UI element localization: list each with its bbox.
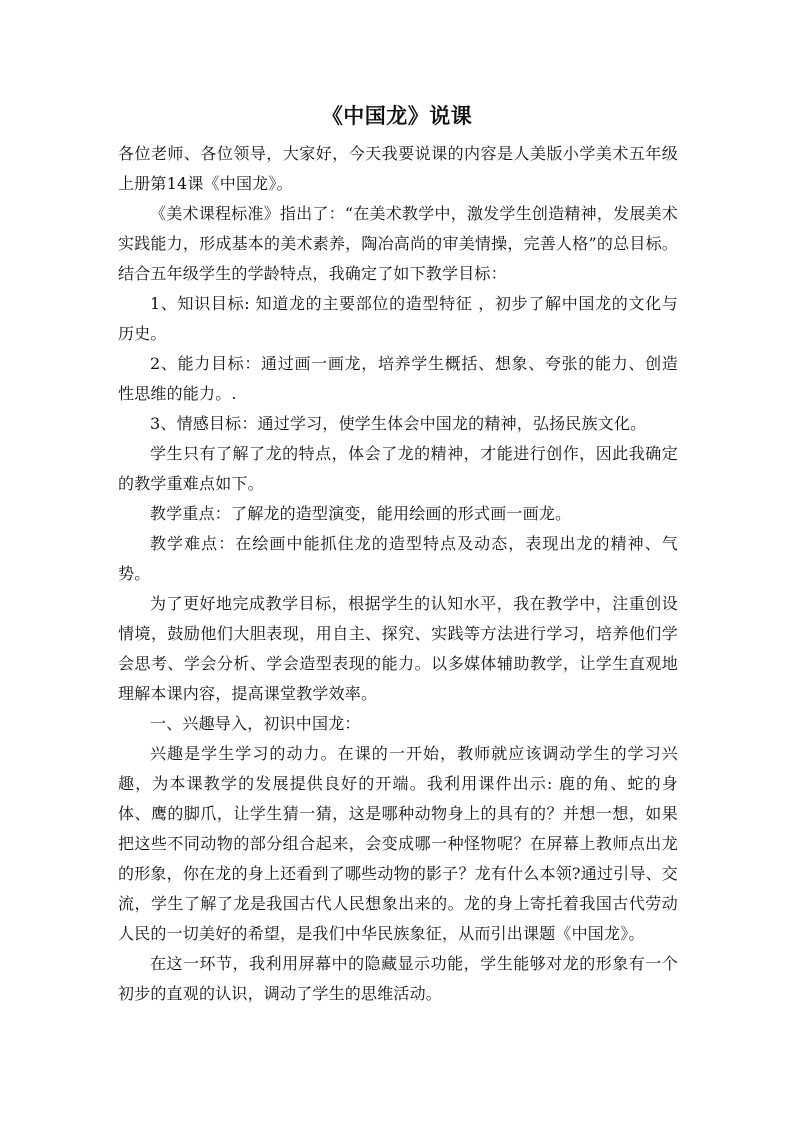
document-title: 《中国龙》说课 — [321, 103, 473, 128]
document-body — [118, 139, 678, 1009]
section-heading-interest-intro: 一、兴趣导入，初识中国龙： — [150, 714, 361, 733]
paragraph-emotion-goal: 3、情感目标：通过学习，使学生体会中国龙的精神，弘扬民族文化。 — [150, 414, 647, 433]
paragraph-curriculum-standard: 《美术课程标准》指出了：“在美术教学中，激发学生创造精神，发展美术实践能力，形成基本的美术素养，陶冶高尚的审美情操，完善人格”的总目标。结合五年级学生的学龄特点，我确定了如下教学目标： — [118, 204, 678, 283]
paragraph-teaching-difficulty: 教学难点：在绘画中能抓住龙的造型特点及动态，表现出龙的精神、气势。 — [118, 534, 678, 583]
paragraph-key-difficulty-intro: 学生只有了解了龙的特点，体会了龙的精神，才能进行创作，因此我确定的教学重难点如下。 — [118, 444, 678, 493]
paragraph-knowledge-goal: 1、知识目标: 知道龙的主要部位的造型特征 ，初步了解中国龙的文化与历史。 — [118, 294, 678, 343]
paragraph-interest-intro: 兴趣是学生学习的动力。在课的一开始，教师就应该调动学生的学习兴趣，为本课教学的发展提供良好的开端。我利用课件出示: 鹿的角、蛇的身体、鹰的脚爪，让学生猜一猜，这是哪种动物身上的具有的？并想一想，如果把这些不同动物的部分组合起来，会变成哪一种怪物呢？在屏幕上教师点出龙的形象，你在龙的身上还看到了哪些动物的影子？龙有什么本领?通过引导、交流，学生了解了龙是我国古代人民想象出来的。龙的身上寄托着我国古代劳动人民的一切美好的希望，是我们中华民族象征，从而引出课题《中国龙》。 — [118, 744, 678, 943]
paragraph-teaching-focus: 教学重点：了解龙的造型演变，能用绘画的形式画一画龙。 — [150, 504, 572, 523]
paragraph-teaching-method: 为了更好地完成教学目标，根据学生的认知水平，我在教学中，注重创设情境，鼓励他们大胆表现，用自主、探究、实践等方法进行学习，培养他们学会思考、学会分析、学会造型表现的能力。以多媒体辅助教学，让学生直观地理解本课内容，提高课堂教学效率。 — [118, 594, 678, 703]
paragraph-greeting: 各位老师、各位领导，大家好，今天我要说课的内容是人美版小学美术五年级上册第14课《中国龙》。 — [118, 144, 678, 193]
paragraph-screen-function: 在这一环节，我利用屏幕中的隐藏显示功能，学生能够对龙的形象有一个初步的直观的认识，调动了学生的思维活动。 — [118, 954, 678, 1003]
paragraph-ability-goal: 2、能力目标：通过画一画龙，培养学生概括、想象、夸张的能力、创造性思维的能力。. — [118, 354, 678, 403]
